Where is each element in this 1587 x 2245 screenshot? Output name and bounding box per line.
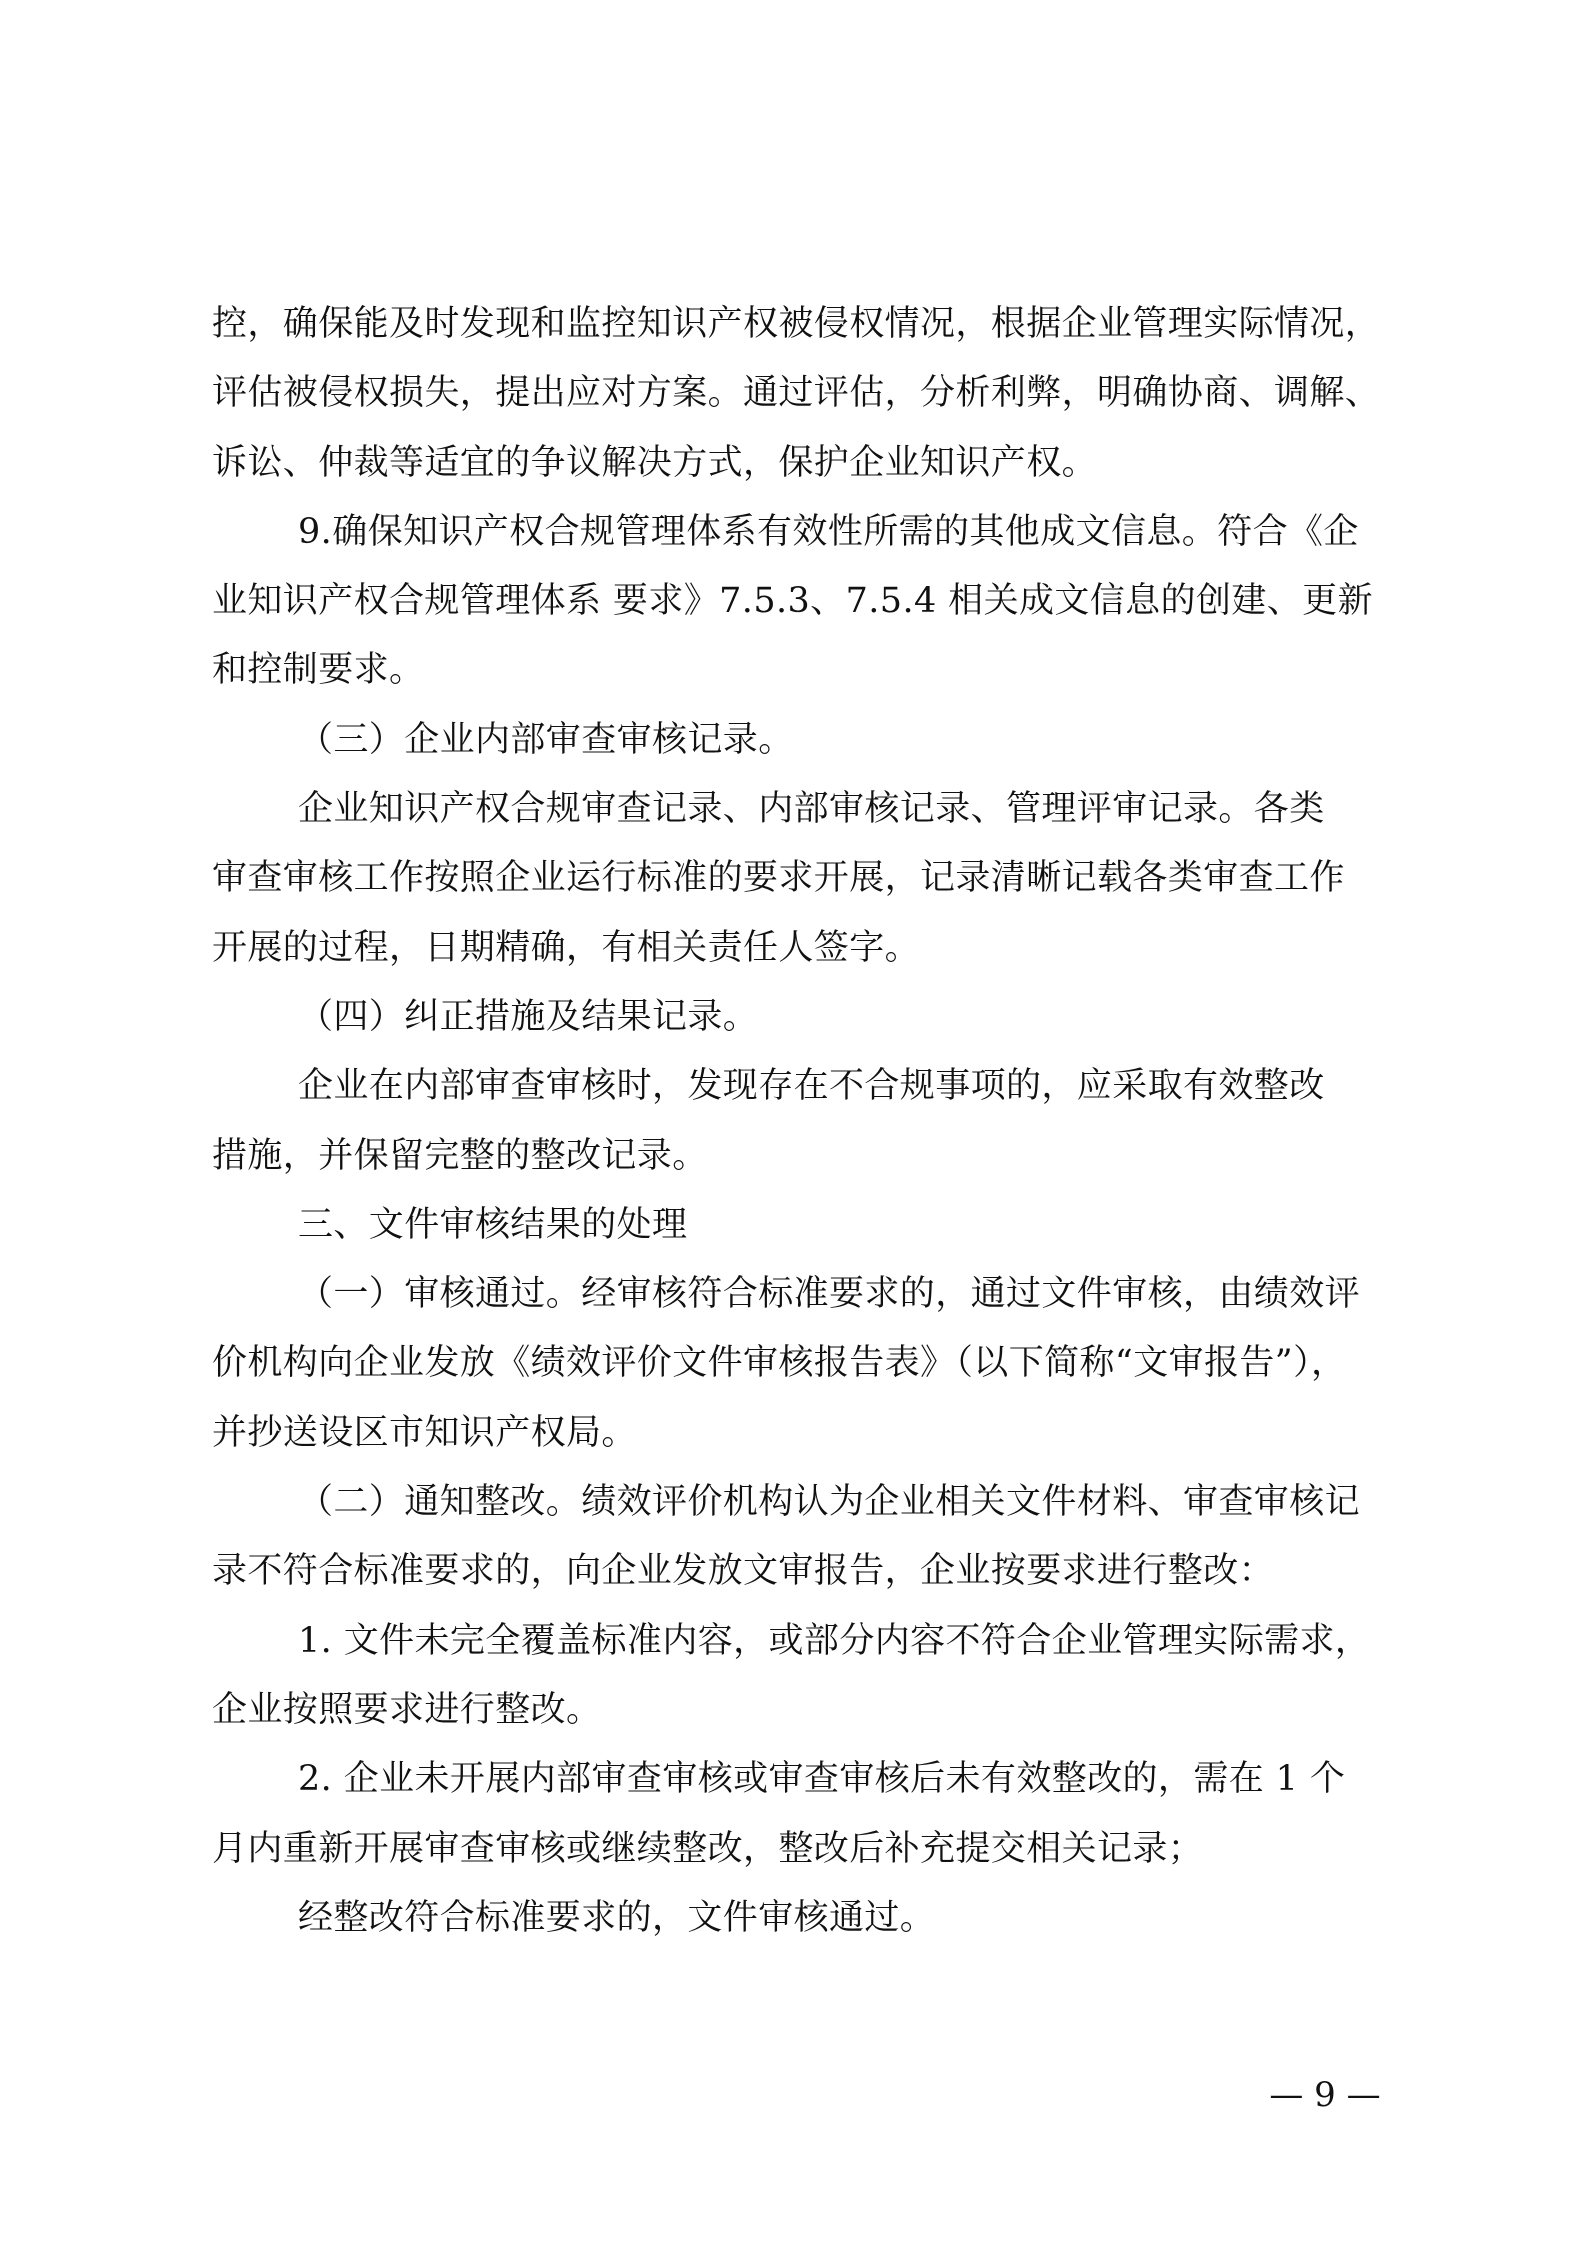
text-line: 9.确保知识产权合规管理体系有效性所需的其他成文信息。符合《企 xyxy=(298,511,1359,552)
page-number: — 9 — xyxy=(1269,2075,1381,2115)
text-line: （二）通知整改。绩效评价机构认为企业相关文件材料、审查审核记 xyxy=(298,1482,1361,1523)
document-body xyxy=(212,290,1392,1953)
text-line: 企业知识产权合规审查记录、内部审核记录、管理评审记录。各类 xyxy=(298,789,1325,830)
text-line: 评估被侵权损失，提出应对方案。通过评估，分析利弊，明确协商、调解、 xyxy=(212,373,1381,414)
text-line: 录不符合标准要求的，向企业发放文审报告，企业按要求进行整改： xyxy=(212,1551,1275,1592)
text-line: 业知识产权合规管理体系 要求》7.5.3、7.5.4 相关成文信息的创建、更新 xyxy=(212,581,1373,622)
text-line: 1. 文件未完全覆盖标准内容，或部分内容不符合企业管理实际需求， xyxy=(298,1620,1371,1661)
text-line: 企业按照要求进行整改。 xyxy=(212,1689,602,1730)
text-line: 月内重新开展审查审核或继续整改，整改后补充提交相关记录； xyxy=(212,1828,1204,1869)
text-line: 和控制要求。 xyxy=(212,650,425,691)
text-line: 诉讼、仲裁等适宜的争议解决方式，保护企业知识产权。 xyxy=(212,442,1098,483)
text-line: （一）审核通过。经审核符合标准要求的，通过文件审核，由绩效评 xyxy=(298,1274,1361,1315)
text-line: 价机构向企业发放《绩效评价文件审核报告表》（以下简称“文审报告”）， xyxy=(212,1343,1347,1384)
text-line: 企业在内部审查审核时，发现存在不合规事项的，应采取有效整改 xyxy=(298,1066,1325,1107)
text-line: 措施，并保留完整的整改记录。 xyxy=(212,1135,708,1176)
text-line: 2. 企业未开展内部审查审核或审查审核后未有效整改的，需在 1 个 xyxy=(298,1759,1346,1800)
section-heading: （三）企业内部审查审核记录。 xyxy=(298,719,794,760)
text-line: 控，确保能及时发现和监控知识产权被侵权情况，根据企业管理实际情况， xyxy=(212,304,1381,344)
section-heading: 三、文件审核结果的处理 xyxy=(298,1204,688,1245)
text-line: 审查审核工作按照企业运行标准的要求开展，记录清晰记载各类审查工作 xyxy=(212,858,1345,899)
text-line: 经整改符合标准要求的，文件审核通过。 xyxy=(298,1897,936,1938)
text-line: 开展的过程，日期精确，有相关责任人签字。 xyxy=(212,927,921,968)
text-line: 并抄送设区市知识产权局。 xyxy=(212,1412,637,1453)
section-heading: （四）纠正措施及结果记录。 xyxy=(298,996,759,1037)
